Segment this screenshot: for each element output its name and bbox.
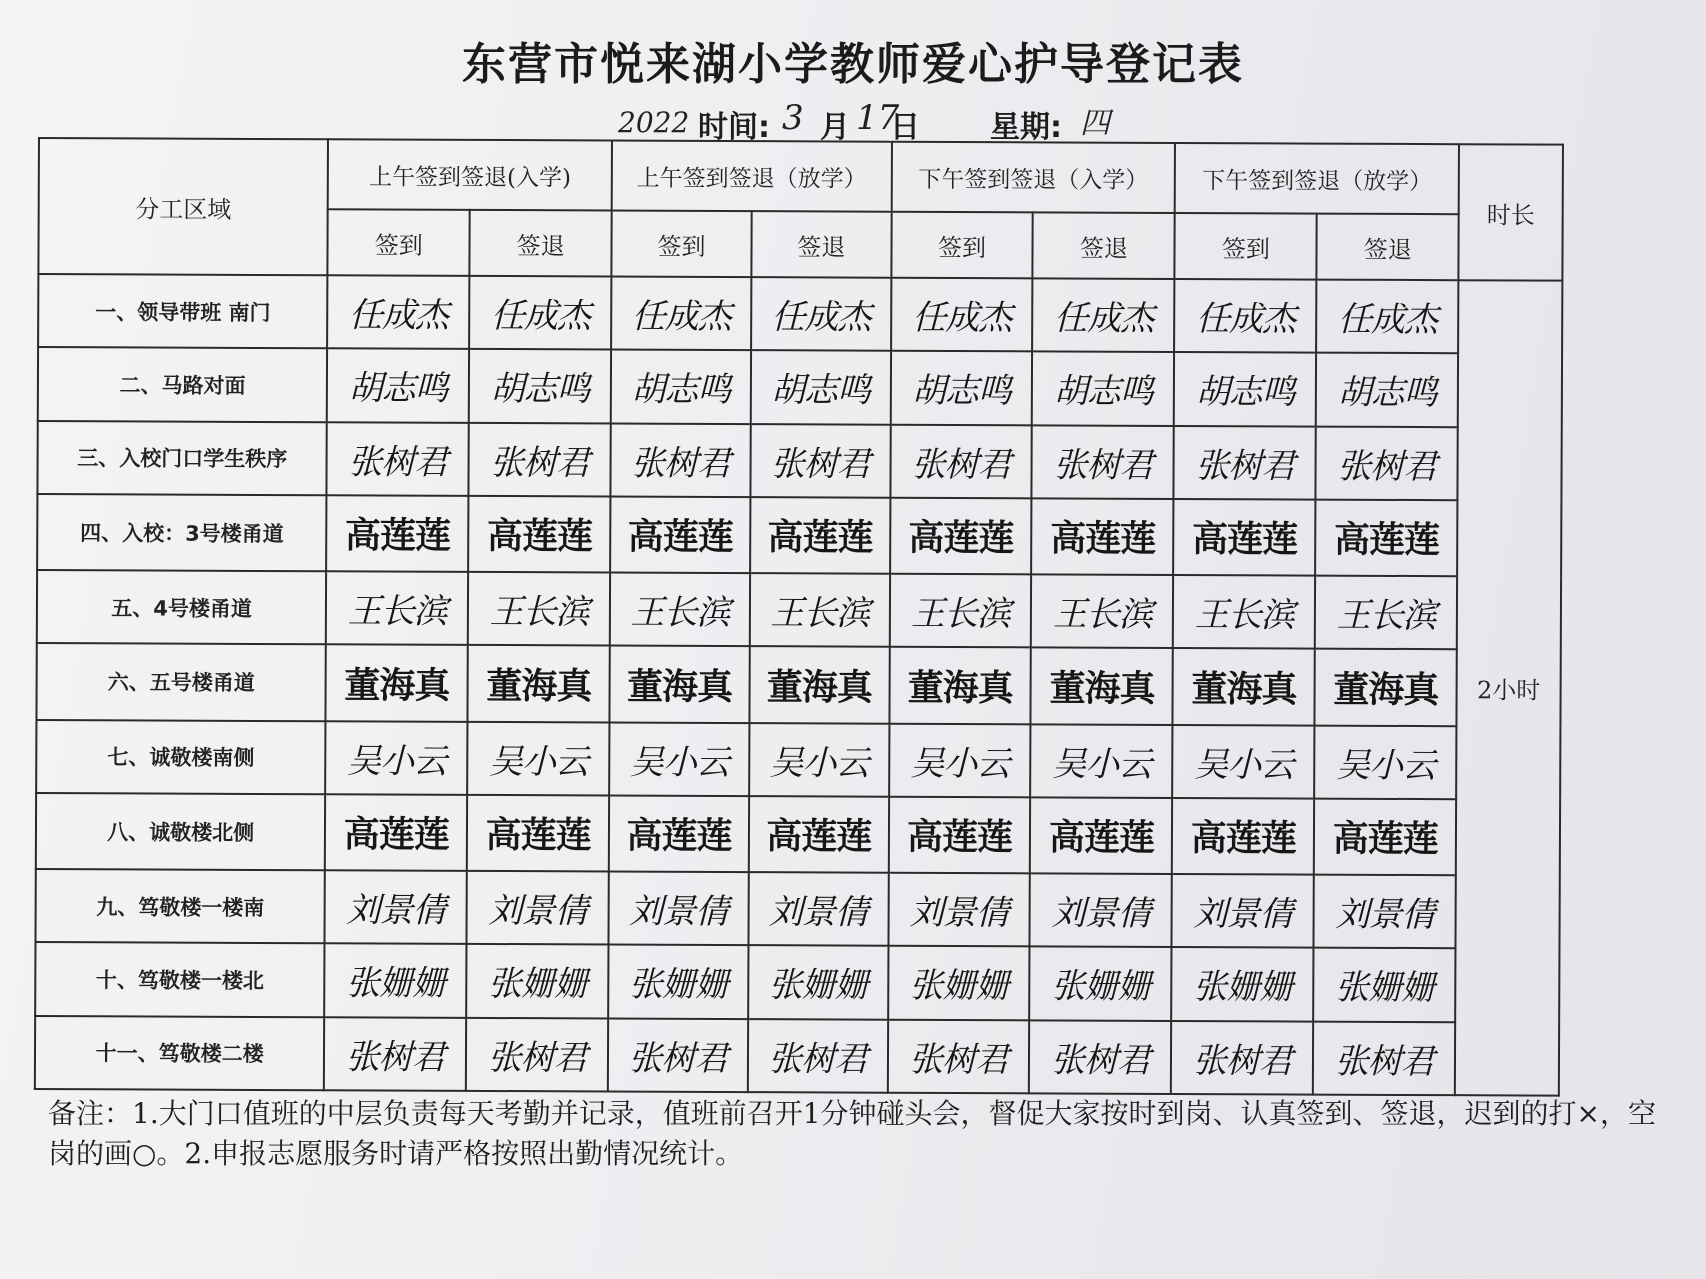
signature-cell: 胡志鸣: [611, 350, 751, 424]
signature-cell: 张姗姗: [748, 945, 888, 1019]
area-cell: 四、入校：3号楼甬道: [37, 494, 327, 571]
signature-cell: 高莲莲: [1314, 798, 1456, 875]
signature-cell: 胡志鸣: [890, 351, 1032, 425]
signature-cell: 张树君: [1313, 1021, 1455, 1095]
signature-cell: 张树君: [1032, 425, 1174, 499]
table-row: [37, 421, 1561, 501]
signature-cell: 任成杰: [611, 277, 751, 351]
signature-cell: 刘景倩: [325, 870, 467, 944]
table-row: [36, 793, 1560, 876]
signature-cell: 董海真: [889, 647, 1031, 724]
signature-cell: 王长滨: [1031, 574, 1173, 648]
area-cell: 三、入校门口学生秩序: [37, 421, 327, 496]
signature-cell: 张树君: [1174, 426, 1316, 500]
signature-cell: 胡志鸣: [1316, 353, 1458, 427]
sign-in-header: 签到: [328, 209, 470, 276]
signature-cell: 高莲莲: [468, 496, 610, 573]
signature-cell: 刘景倩: [1030, 873, 1172, 947]
table-row: [38, 274, 1562, 354]
signature-cell: 吴小云: [1031, 724, 1173, 798]
weekday-handwritten: 四: [1080, 106, 1110, 141]
area-cell: 十、笃敬楼一楼北: [35, 942, 325, 1017]
signature-cell: 董海真: [1173, 648, 1315, 725]
signature-cell: 董海真: [610, 646, 750, 723]
signature-cell: 胡志鸣: [751, 350, 891, 424]
signature-cell: 张树君: [1316, 426, 1458, 500]
signature-cell: 张树君: [890, 424, 1032, 498]
registration-table: [34, 137, 1564, 1097]
signature-cell: 张姗姗: [466, 944, 608, 1018]
signature-cell: 吴小云: [325, 721, 467, 795]
signature-cell: 吴小云: [749, 723, 889, 797]
period-header: 上午签到签退(入学): [328, 139, 612, 210]
signature-cell: 董海真: [1315, 649, 1457, 726]
signature-cell: 张树君: [1171, 1021, 1313, 1095]
signature-cell: 任成杰: [1316, 280, 1458, 354]
signature-cell: 张姗姗: [1030, 947, 1172, 1021]
signature-cell: 董海真: [468, 645, 610, 722]
signature-cell: 刘景倩: [748, 872, 888, 946]
signature-cell: 王长滨: [326, 571, 468, 645]
signature-cell: 王长滨: [1315, 576, 1457, 650]
signature-cell: 张姗姗: [1172, 947, 1314, 1021]
signature-cell: 任成杰: [891, 278, 1033, 352]
signature-cell: 张树君: [611, 423, 751, 497]
sign-in-header: 签到: [1175, 213, 1317, 280]
weekday-label: 星期:: [990, 110, 1062, 145]
signature-cell: 高莲莲: [326, 495, 468, 572]
table-row: [35, 1016, 1559, 1096]
period-header-row: [39, 138, 1563, 215]
signature-cell: 胡志鸣: [1174, 352, 1316, 426]
signature-cell: 高莲莲: [749, 796, 889, 873]
signature-cell: 刘景倩: [1172, 874, 1314, 948]
signature-cell: 任成杰: [1033, 278, 1175, 352]
signature-cell: 刘景倩: [609, 871, 749, 945]
sign-out-header: 签退: [751, 211, 891, 278]
year-handwritten: 2022: [618, 106, 690, 139]
signature-cell: 刘景倩: [1314, 875, 1456, 949]
signature-cell: 任成杰: [327, 275, 469, 349]
signature-cell: 高莲莲: [1315, 499, 1457, 576]
area-cell: 十一、笃敬楼二楼: [35, 1016, 325, 1091]
table-row: [35, 942, 1559, 1022]
time-label: 时间:: [698, 110, 770, 145]
signature-cell: 高莲莲: [1030, 797, 1172, 874]
area-cell: 六、五号楼甬道: [36, 643, 326, 720]
signature-cell: 胡志鸣: [327, 349, 469, 423]
signature-cell: 吴小云: [889, 723, 1031, 797]
signature-cell: 王长滨: [750, 573, 890, 647]
signature-cell: 吴小云: [1314, 725, 1456, 799]
registration-body: [35, 274, 1563, 1096]
duration-column-header: 时长: [1459, 144, 1563, 280]
date-line: [618, 96, 1270, 145]
signature-cell: 吴小云: [1173, 724, 1315, 798]
signature-cell: 王长滨: [1173, 575, 1315, 649]
signature-cell: 张树君: [1029, 1020, 1171, 1094]
signature-cell: 任成杰: [469, 276, 611, 350]
signature-cell: 张树君: [750, 424, 890, 498]
period-header: 下午签到签退（放学）: [1175, 143, 1459, 214]
sign-out-header: 签退: [470, 210, 612, 277]
signature-cell: 董海真: [749, 646, 889, 723]
table-row: [36, 643, 1560, 726]
signature-cell: 董海真: [326, 645, 468, 722]
signature-cell: 张树君: [327, 422, 469, 496]
signature-cell: 张姗姗: [608, 945, 748, 1019]
signature-cell: 刘景倩: [467, 871, 609, 945]
signature-cell: 董海真: [1031, 648, 1173, 725]
signature-cell: 张树君: [748, 1019, 888, 1093]
signature-cell: 高莲莲: [610, 496, 750, 573]
signature-cell: 王长滨: [889, 574, 1031, 648]
signature-cell: 胡志鸣: [469, 349, 611, 423]
page-title: 东营市悦来湖小学教师爱心护导登记表: [462, 39, 1244, 90]
signature-cell: 刘景倩: [888, 873, 1030, 947]
signature-cell: 张树君: [469, 422, 611, 496]
sign-in-header: 签到: [891, 212, 1033, 279]
table-row: [35, 869, 1559, 949]
area-cell: 九、笃敬楼一楼南: [35, 869, 325, 944]
table-row: [36, 720, 1560, 800]
signature-cell: 吴小云: [467, 721, 609, 795]
month-handwritten: 3: [782, 98, 804, 138]
area-column-header: 分工区域: [38, 138, 328, 275]
period-header: 下午签到签退（入学）: [891, 142, 1175, 213]
sign-out-header: 签退: [1317, 214, 1459, 281]
signature-cell: 吴小云: [609, 722, 749, 796]
table-row: [37, 494, 1561, 577]
area-cell: 一、领导带班 南门: [38, 274, 328, 349]
signature-cell: 张树君: [887, 1019, 1029, 1093]
signature-cell: 高莲莲: [325, 794, 467, 871]
signature-cell: 胡志鸣: [1032, 352, 1174, 426]
signature-cell: 王长滨: [610, 573, 750, 647]
signature-cell: 任成杰: [751, 277, 891, 351]
month-label: 月: [820, 110, 850, 145]
signature-cell: 高莲莲: [1173, 499, 1315, 576]
signature-cell: 张树君: [608, 1018, 748, 1092]
signature-cell: 张树君: [324, 1017, 466, 1091]
area-cell: 五、4号楼甬道: [37, 570, 327, 645]
signature-cell: 王长滨: [468, 572, 610, 646]
signature-cell: 张姗姗: [1313, 948, 1455, 1022]
day-label: 日: [890, 110, 920, 145]
signature-cell: 张姗姗: [324, 944, 466, 1018]
signature-cell: 高莲莲: [1172, 798, 1314, 875]
signature-cell: 高莲莲: [888, 797, 1030, 874]
table-row: [37, 570, 1561, 650]
area-cell: 七、诚敬楼南侧: [36, 720, 326, 795]
signature-cell: 高莲莲: [750, 497, 890, 574]
day-handwritten: 17: [856, 98, 900, 138]
signature-cell: 高莲莲: [467, 795, 609, 872]
signature-cell: 高莲莲: [1032, 498, 1174, 575]
table-row: [38, 347, 1562, 427]
sign-out-header: 签退: [1033, 212, 1175, 279]
signature-cell: 张树君: [466, 1017, 608, 1091]
period-header: 上午签到签退（放学）: [612, 141, 892, 212]
area-cell: 八、诚敬楼北侧: [36, 793, 326, 870]
signature-cell: 张姗姗: [888, 946, 1030, 1020]
signature-cell: 高莲莲: [890, 498, 1032, 575]
duration-cell: 2小时: [1455, 280, 1562, 1095]
remarks-note: 备注：1.大门口值班的中层负责每天考勤并记录，值班前召开1分钟碰头会，督促大家按时到岗、认真签到、签退，迟到的打×，空岗的画○。2.申报志愿服务时请严格按照出勤情况统计。: [48, 1097, 1656, 1170]
sign-in-header: 签到: [612, 211, 752, 278]
signature-cell: 高莲莲: [609, 795, 749, 872]
area-cell: 二、马路对面: [38, 347, 328, 422]
signature-cell: 任成杰: [1174, 279, 1316, 353]
